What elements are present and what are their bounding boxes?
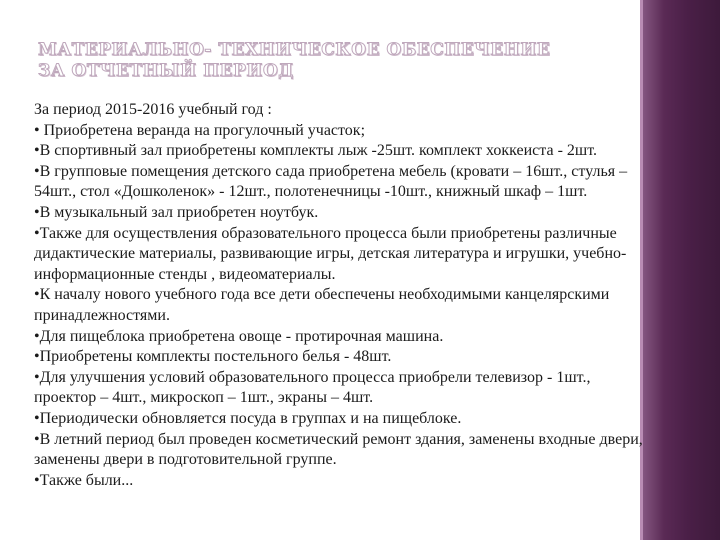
list-item-materials: •Также для осуществления образовательного процесса были приобретены различные дидактические материалы, развивающие игры, детская литература и игрушки, учебно-информационные стенды , видеоматериалы. — [34, 224, 627, 283]
slide-body — [34, 100, 652, 540]
slide-title — [38, 40, 618, 82]
list-item-sports-hall: •В спортивный зал приобретены комплекты лыж -25шт. комплект хоккеиста - 2шт. — [34, 142, 598, 160]
list-item-veranda: • Приобретена веранда на прогулочный участок; — [34, 121, 366, 139]
list-item-dishes: •Периодически обновляется посуда в группах и на пищеблоке. — [34, 409, 462, 427]
slide-title-line-1: МАТЕРИАЛЬНО- ТЕХНИЧЕСКОЕ ОБЕСПЕЧЕНИЕ — [38, 40, 551, 60]
list-item-furniture: •В групповые помещения детского сада приобретена мебель (кровати – 16шт., стулья – 54шт., стол «Дошколенок» - 12шт., полотенечницы -10шт., книжный шкаф – 1шт. — [34, 162, 628, 201]
list-item-laptop: •В музыкальный зал приобретен ноутбук. — [34, 203, 319, 221]
slide-title-line-2: ЗА ОТЧЕТНЫЙ ПЕРИОД — [38, 61, 294, 81]
list-item-cutoff: •Также были... — [34, 471, 134, 489]
list-item-stationery: •К началу нового учебного года все дети обеспечены необходимыми канцелярскими принадлежностями. — [34, 286, 610, 324]
list-item-bed-linen: •Приобретены комплекты постельного белья - 48шт. — [34, 348, 392, 366]
list-item-equipment: •Для улучшения условий образовательного процесса приобрели телевизор - 1шт., проектор – 4шт., микроскоп – 1шт., экраны – 4шт. — [34, 368, 591, 407]
intro-text: За период 2015-2016 учебный год : — [34, 101, 272, 118]
list-item-repair: •В летний период был проведен косметический ремонт здания, заменены входные двери, заменены двери в подготовительной группе. — [34, 430, 643, 469]
decorative-side-band — [640, 0, 720, 540]
list-item-kitchen-machine: •Для пищеблока приобретена овоще - протирочная машина. — [34, 327, 444, 345]
